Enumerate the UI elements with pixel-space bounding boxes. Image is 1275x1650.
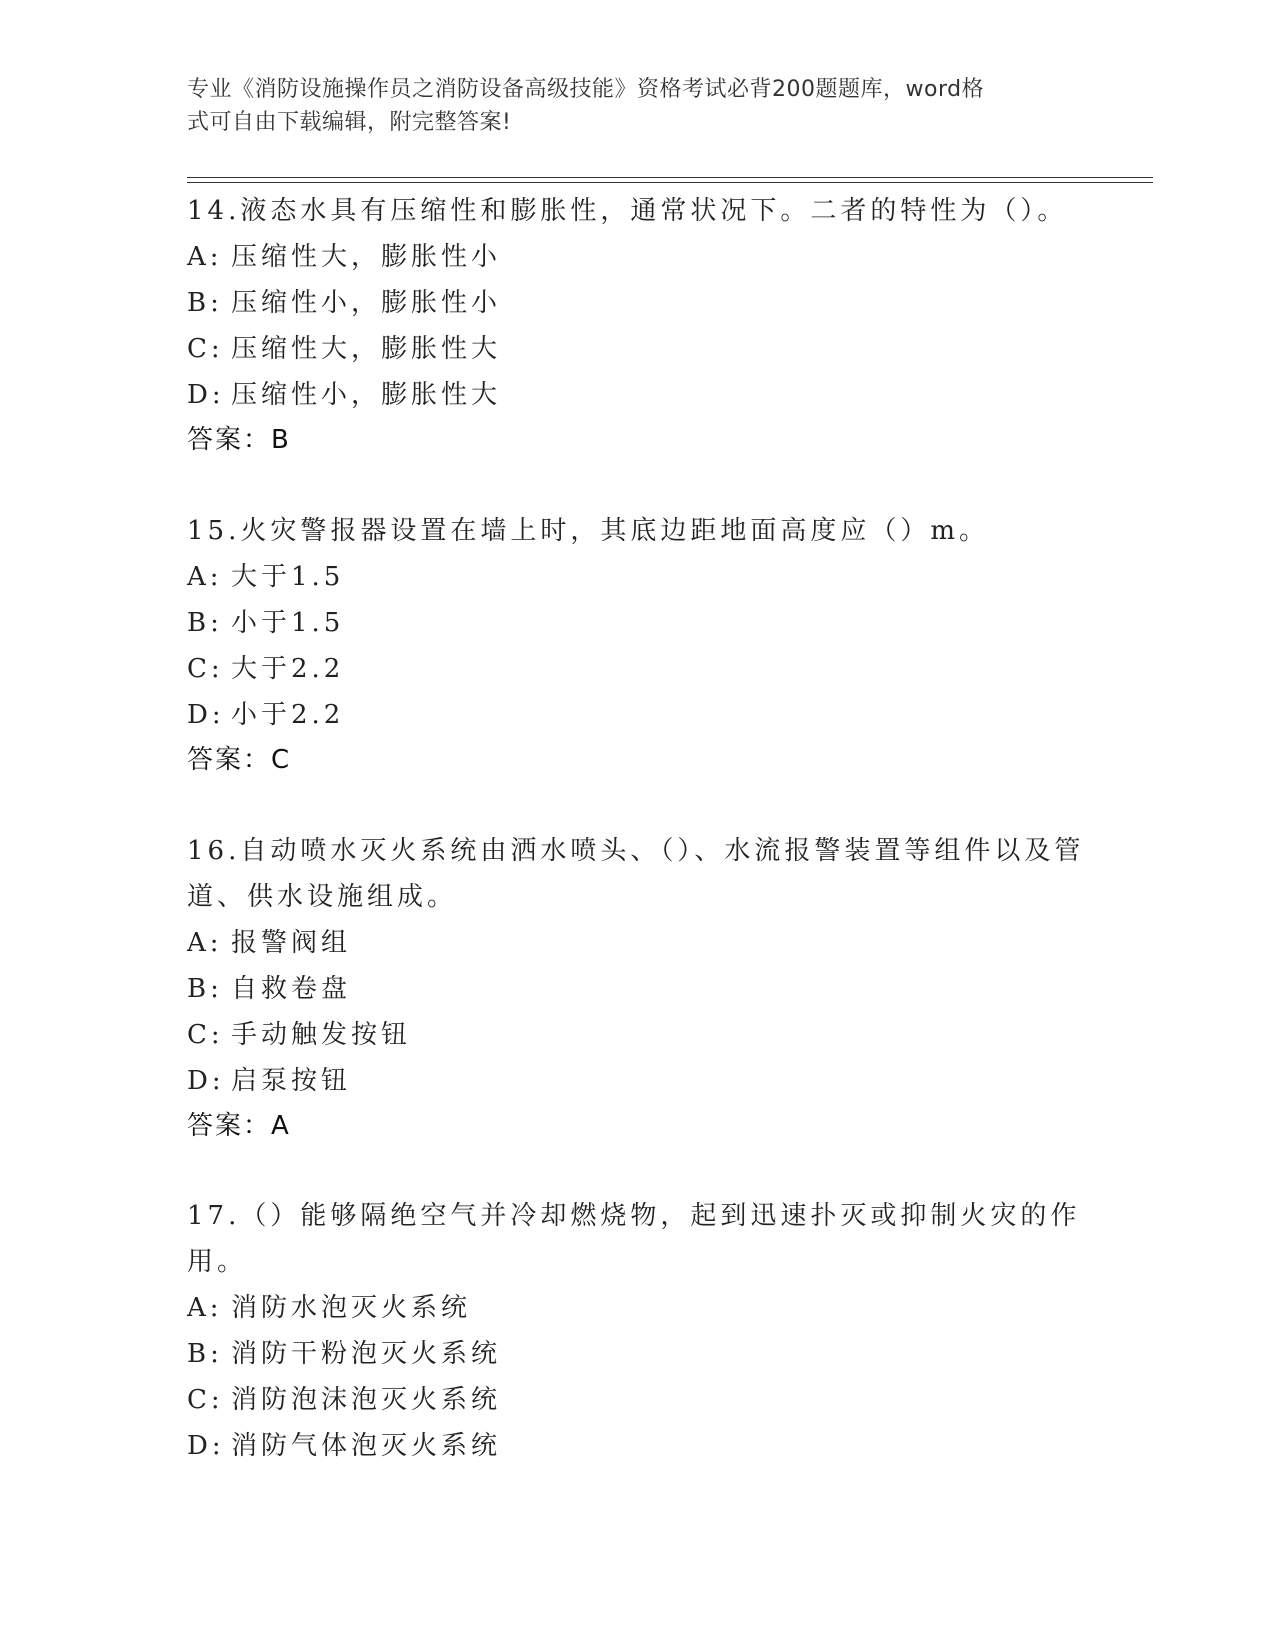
question-text: 16.自动喷水灭火系统由洒水喷头、（）、水流报警装置等组件以及管道、供水设施组成。: [187, 836, 1085, 912]
option-letter: B:: [187, 608, 223, 638]
option-d: [187, 372, 1087, 418]
option-a: [187, 920, 1087, 966]
header-line-1: 专业《消防设施操作员之消防设备高级技能》资格考试必背200题题库，word格: [187, 77, 985, 102]
option-text: 压缩性小，膨胀性大: [231, 380, 502, 410]
option-text: 消防泡沫泡灭火系统: [231, 1385, 502, 1415]
option-text: 自救卷盘: [231, 974, 352, 1004]
option-text: 大于1.5: [231, 562, 345, 592]
question-15: [187, 508, 1087, 782]
option-c: [187, 326, 1087, 372]
question-14: [187, 188, 1087, 462]
option-letter: A:: [187, 562, 223, 592]
option-c: [187, 1377, 1087, 1423]
option-b: [187, 280, 1087, 326]
question-text: 14.液态水具有压缩性和膨胀性，通常状况下。二者的特性为（）。: [187, 196, 1068, 226]
option-b: [187, 966, 1087, 1012]
option-text: 大于2.2: [231, 654, 345, 684]
option-a: [187, 234, 1087, 280]
option-letter: A:: [187, 242, 223, 272]
option-letter: C:: [187, 1020, 224, 1050]
question-text: 15.火灾警报器设置在墙上时，其底边距地面高度应（）m。: [187, 516, 990, 546]
question-16: [187, 828, 1087, 1148]
option-letter: B:: [187, 974, 223, 1004]
option-letter: D:: [187, 380, 225, 410]
option-d: [187, 692, 1087, 738]
option-text: 手动触发按钮: [231, 1020, 412, 1050]
option-letter: C:: [187, 654, 224, 684]
option-a: [187, 1285, 1087, 1331]
option-b: [187, 600, 1087, 646]
option-text: 消防气体泡灭火系统: [231, 1431, 502, 1461]
option-c: [187, 646, 1087, 692]
option-d: [187, 1423, 1087, 1469]
option-text: 压缩性大，膨胀性小: [231, 242, 502, 272]
option-d: [187, 1058, 1087, 1104]
header-divider-top: [187, 177, 1153, 178]
question-text: 17.（）能够隔绝空气并冷却燃烧物，起到迅速扑灭或抑制火灾的作用。: [187, 1201, 1081, 1277]
option-letter: D:: [187, 1066, 225, 1096]
option-letter: D:: [187, 1431, 225, 1461]
header-divider-bottom: [187, 182, 1153, 183]
option-a: [187, 554, 1087, 600]
question-17: [187, 1193, 1087, 1469]
option-letter: B:: [187, 1339, 223, 1369]
option-letter: C:: [187, 1385, 224, 1415]
option-text: 小于1.5: [231, 608, 345, 638]
document-header: [187, 73, 1077, 139]
option-letter: D:: [187, 700, 225, 730]
option-letter: B:: [187, 288, 223, 318]
option-text: 压缩性小，膨胀性小: [231, 288, 502, 318]
option-text: 消防水泡灭火系统: [231, 1293, 472, 1323]
option-letter: A:: [187, 928, 223, 958]
option-text: 压缩性大，膨胀性大: [231, 334, 502, 364]
answer: 答案：C: [187, 745, 292, 775]
option-text: 小于2.2: [231, 700, 345, 730]
answer: 答案：B: [187, 425, 291, 455]
option-c: [187, 1012, 1087, 1058]
option-text: 报警阀组: [231, 928, 352, 958]
option-text: 启泵按钮: [231, 1066, 352, 1096]
answer: 答案：A: [187, 1111, 291, 1141]
header-line-2: 式可自由下载编辑，附完整答案!: [187, 110, 512, 135]
option-b: [187, 1331, 1087, 1377]
option-letter: C:: [187, 334, 224, 364]
option-text: 消防干粉泡灭火系统: [231, 1339, 502, 1369]
option-letter: A:: [187, 1293, 223, 1323]
